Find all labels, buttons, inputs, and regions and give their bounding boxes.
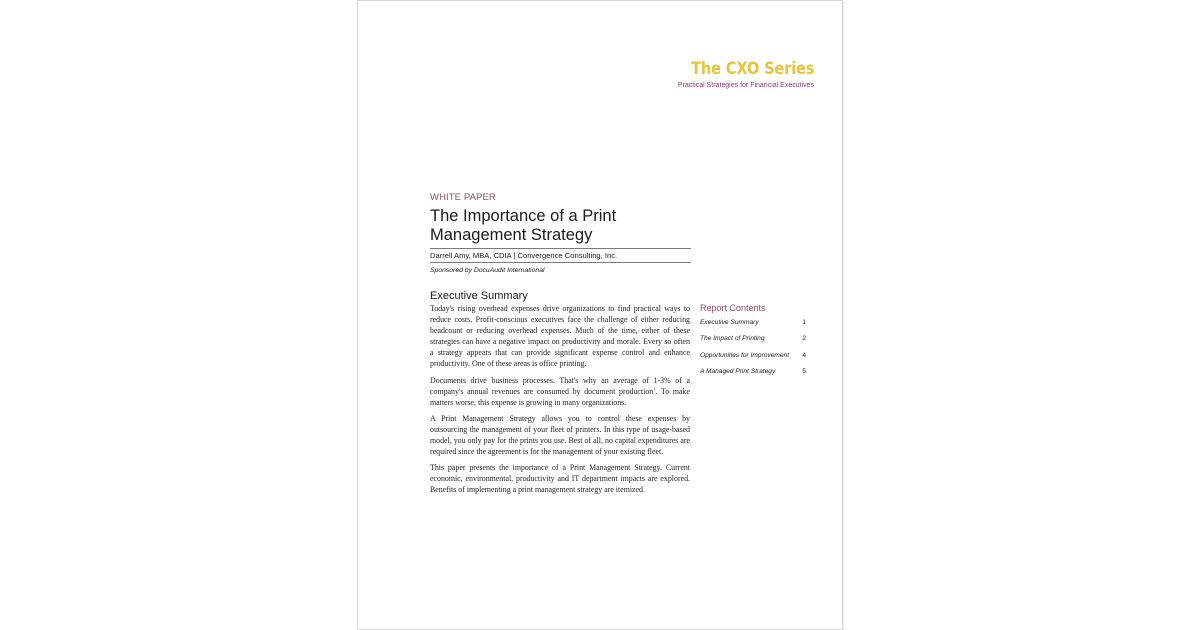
document-title-line-1: The Importance of a Print [430, 207, 617, 225]
footnote-marker: 1 [653, 386, 656, 392]
toc-item-label: Executive Summary [700, 319, 759, 326]
document-type-label: WHITE PAPER [430, 192, 496, 203]
divider-top [430, 248, 691, 249]
toc-item-label: Opportunities for Improvement [700, 351, 790, 359]
executive-summary-heading: Executive Summary [430, 290, 528, 302]
executive-summary-body [430, 303, 690, 501]
toc-item-page: 2 [802, 335, 806, 343]
report-contents [700, 303, 806, 383]
document-title [430, 207, 690, 245]
toc-item-impact-of-printing[interactable] [700, 334, 806, 350]
document-title-line-2: Management Strategy [430, 226, 593, 244]
summary-paragraph-1: Today's rising overhead expenses drive organizations to find practical ways to reduce costs. Profit-conscious executives face the challenge of either reducing headcount or reducing overhead expenses. Much of the time, either of these strategies can have a negative impact on productivity and morale. Every so often a strategy appears that can provide significant expense control and enhance productivity. One of these areas is office printing. [430, 304, 690, 369]
toc-item-opportunities[interactable] [700, 351, 806, 367]
series-subtitle: Practical Strategies for Financial Executives [677, 82, 814, 89]
author-line: Darrell Amy, MBA, CDIA | Convergence Consulting, Inc. [430, 251, 618, 260]
series-branding [671, 58, 814, 90]
toc-item-page: 5 [802, 367, 806, 375]
toc-item-managed-print-strategy[interactable] [700, 367, 806, 383]
divider-bottom [430, 262, 691, 263]
summary-paragraph-2-tail: . To make matters worse, this expense is growing in many organizations. [430, 386, 690, 407]
summary-paragraph-2-text: Documents drive business processes. That's why an average of 1-3% of a company's annual revenues are consumed by document production [430, 375, 690, 396]
document-page [357, 0, 843, 630]
sponsor-line: Sponsored by DocuAudit International [430, 267, 545, 274]
series-title: The CXO Series [690, 59, 814, 79]
toc-item-page: 4 [802, 351, 806, 359]
report-contents-heading: Report Contents [700, 303, 766, 313]
toc-item-executive-summary[interactable] [700, 318, 806, 334]
summary-paragraph-2 [430, 375, 690, 408]
summary-paragraph-4: This paper presents the importance of a Print Management Strategy. Current economic, environmental, productivity and IT department impacts are explored. Benefits of implementing a print management strategy are itemized. [430, 463, 690, 495]
summary-paragraph-3: A Print Management Strategy allows you to control these expenses by outsourcing the management of your fleet of printers. In this type of usage-based model, you only pay for the prints you use. Best of all, no capital expenditures are required since the agreement is for the management of your existing fleet. [430, 413, 690, 457]
toc-item-label: The Impact of Printing [700, 335, 765, 343]
toc-item-label: A Managed Print Strategy [700, 367, 776, 375]
toc-item-page: 1 [802, 319, 806, 326]
